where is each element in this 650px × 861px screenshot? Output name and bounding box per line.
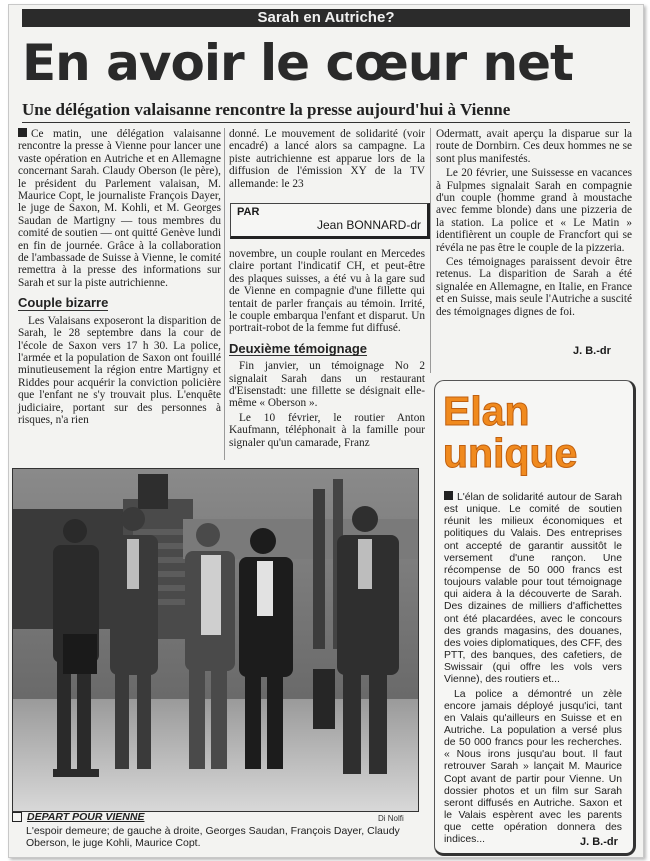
caption-square-icon	[12, 812, 22, 822]
photo-illustration	[13, 469, 418, 811]
byline-name: Jean BONNARD-dr	[316, 218, 421, 232]
lead-paragraph: Ce matin, une délégation valaisanne rencontre la presse à Vienne pour lancer une vaste opération en Autriche et en Allemagne concernant Sarah. Claudy Oberson (le père), le président du Parlement valaisan, M. Maurice Copt, le journaliste François Dayer, le juge de Saxon, M. Kohli, et M. Georges Saudan de Martigny — tous membres du comité de soutien — ont quitté Genève lundi en fin de journée. Grâce à la collaboration de l'ambassade de Suisse à Vienne, le comité remettra à la presse des informations sur Sarah et sur la piste autrichienne.	[18, 128, 221, 289]
headline: En avoir le cœur net	[22, 34, 573, 92]
paragraph-square-icon	[444, 491, 453, 500]
intertitle-deuxieme-temoignage: Deuxième témoignage	[229, 340, 367, 356]
article-column-2-top	[229, 128, 425, 192]
sidebar-text	[444, 491, 622, 849]
paragraph: donné. Le mouvement de solidarité (voir encadré) a lancé alors sa campagne. La piste autrichienne est apparue lors de la diffusion de l'émission XY de la TV allemande: le 23	[229, 128, 425, 190]
column-divider	[224, 128, 225, 460]
article-column-1	[18, 128, 221, 428]
paragraph: novembre, un couple roulant en Mercedes claire portant l'indicatif CH, et peut-être des plaques suisses, a été vu à la gare sud de Vienne en compagnie d'une fillette qui tentait de parler français au témoin. Irrité, le couple embarqua l'enfant et disparut. Un portrait-robot de la femme fut diffusé.	[229, 248, 425, 335]
subhead-rule	[22, 122, 630, 123]
paragraph: Le 10 février, le routier Anton Kaufmann, téléphonait à la famille pour signaler qu'un camarade, Franz	[229, 411, 425, 449]
sidebar-title	[443, 390, 623, 474]
column-divider	[430, 128, 431, 373]
sidebar-signature: J. B.-dr	[580, 836, 618, 848]
paragraph-square-icon	[18, 128, 27, 137]
photo-credit: Di Nolfi	[378, 814, 404, 823]
article-column-3	[436, 128, 632, 320]
paragraph: Fin janvier, un témoignage No 2 signalait Sarah dans un restaurant d'Eisenstadt: une fillette se désignait elle-même « Oberson ».	[229, 360, 425, 410]
paragraph: Le 20 février, une Suissesse en vacances à Fulpmes signalait Sarah en compagnie d'un couple (homme grand à moustache avec femme blonde) dans une pizzeria de la station. La police et « Le Matin » identifièrent un couple de Francfort qui se révéla ne pas être le couple de la pizzeria.	[436, 167, 632, 254]
byline-label: PAR	[237, 206, 260, 218]
sidebar-paragraph: L'élan de solidarité autour de Sarah est unique. Le comité de soutien réunit les milieux économiques et politiques du Valais. Des entreprises ont accepté de garantir aussitôt le versement d'une rançon. Une récompense de 50 000 francs est toujours valable pour tout témoignage qui aidera à la découverte de Sarah. Des dizaines de milliers d'affichettes ont été placardées, avec le concours des grands magasins, des douanes, des voies diplomatiques, des CFF, des PTT, des banques, des cafetiers, de Swissair (qui offre les vols vers Vienne), des routiers et...	[444, 492, 622, 686]
paragraph: Ces témoignages paraissent devoir être retenus. La disparition de Sarah a été signalée en Allemagne, en Italie, en France et en Suisse, mais seule l'Autriche a suscité des témoignages dignes de foi.	[436, 256, 632, 318]
intertitle-couple-bizarre: Couple bizarre	[18, 295, 109, 311]
sidebar-title-line-1: Elan	[443, 388, 530, 434]
paragraph: Les Valaisans exposeront la disparition de Sarah, le 28 septembre dans la cour de l'école de Saxon vers 17 h 30. La police, l'armée et la population de Saxon ont fouillé minutieusement la région entre Martigny et Riddes pour acquérir la conviction policière que l'enfant ne s'y trouvait plus. L'enquête judiciaire, portant sur des personnes à risques, n'a rien	[18, 314, 221, 426]
sidebar-title-line-2: unique	[443, 430, 578, 476]
article-signature: J. B.-dr	[573, 345, 611, 357]
sidebar-paragraph: La police a démontré un zèle encore jamais déployé jusqu'ici, tant en Valais qu'ailleurs en Suisse et en Autriche. La population a versé plus de 50 000 francs pour les recherches. « Nous irons jusqu'au bout. Il faut retrouver Sarah » lançait M. Maurice Copt avant de partir pour Vienne. Un dossier photos et un film sur Sarah seront diffusés en Autriche. Saxon et le Valais espèrent avec les parents que cette opération donnera des indices...	[444, 688, 622, 846]
paragraph: Odermatt, avait aperçu la disparue sur la route de Dornbirn. Ces deux hommes ne se sont plus manifestés.	[436, 128, 632, 165]
article-column-2-bottom	[229, 248, 425, 451]
subheadline: Une délégation valaisanne rencontre la presse aujourd'hui à Vienne	[22, 100, 511, 119]
byline-box	[230, 203, 430, 239]
caption-title: DEPART POUR VIENNE	[12, 811, 144, 823]
kicker-banner: Sarah en Autriche?	[22, 9, 630, 27]
group-photo	[12, 468, 419, 812]
photo-caption: L'espoir demeure; de gauche à droite, Georges Saudan, François Dayer, Claudy Oberson, le juge Kohli, Maurice Copt.	[26, 825, 400, 849]
